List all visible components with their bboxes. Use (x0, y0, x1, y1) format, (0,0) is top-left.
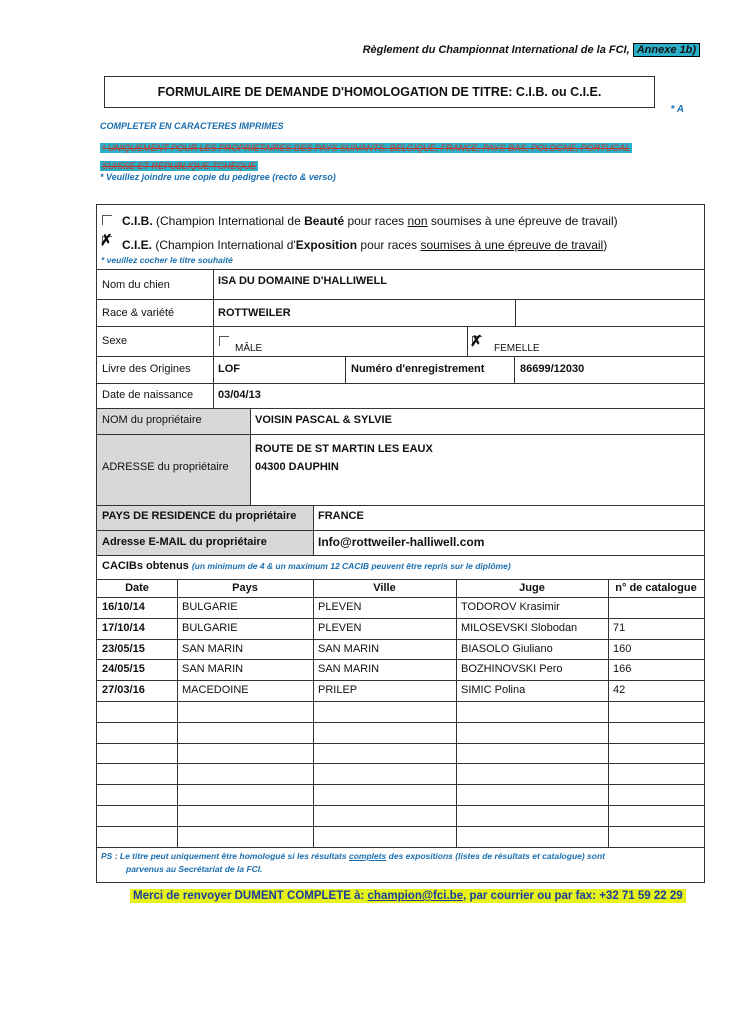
fci-email-link[interactable]: champion@fci.be (367, 890, 464, 902)
cacib-header-2: Ville (373, 582, 396, 594)
dog-name-value[interactable]: ISA DU DOMAINE D'HALLIWELL (218, 275, 388, 287)
cacib-cell[interactable]: MILOSEVSKI Slobodan (461, 621, 578, 634)
owner-name-label: NOM du propriétaire (102, 414, 202, 426)
annex-label: Annexe 1b) (633, 43, 700, 57)
application-form (96, 204, 705, 883)
cacib-cell[interactable]: 166 (613, 663, 632, 676)
residence-country-value[interactable]: FRANCE (318, 510, 364, 522)
female-label: FEMELLE (494, 343, 540, 354)
cacib-cell[interactable]: SIMIC Polina (461, 684, 526, 697)
registration-number-value[interactable]: 86699/12030 (520, 363, 585, 375)
female-check-mark: ✗ (470, 333, 483, 350)
cacib-cell[interactable]: 16/10/14 (102, 601, 145, 613)
cacib-cell[interactable]: BULGARIE (182, 621, 238, 634)
cacib-cell[interactable]: SAN MARIN (182, 663, 244, 676)
cacib-cell[interactable]: TODOROV Krasimir (461, 601, 560, 613)
cacib-cell[interactable]: 160 (613, 642, 632, 655)
instruction-print: COMPLETER EN CARACTERES IMPRIMES (100, 121, 284, 131)
registration-number-label: Numéro d'enregistrement (351, 363, 485, 375)
cib-option: C.I.B. (Champion International de Beauté pour races non soumises à une épreuve de travail) (122, 214, 618, 228)
cacib-cell[interactable]: 71 (613, 621, 626, 634)
title-note: * veuillez cocher le titre souhaité (101, 255, 233, 265)
studbook-value[interactable]: LOF (218, 363, 240, 375)
cacib-cell[interactable]: 23/05/15 (102, 642, 145, 655)
cacib-header-0: Date (125, 582, 149, 594)
form-title: FORMULAIRE DE DEMANDE D'HOMOLOGATION DE TITRE: C.I.B. ou C.I.E. (104, 76, 655, 108)
cacib-cell[interactable]: SAN MARIN (318, 663, 380, 676)
cacib-cell[interactable]: PLEVEN (318, 601, 362, 613)
cacib-heading (102, 560, 511, 572)
cacib-cell[interactable]: 27/03/16 (102, 684, 145, 697)
cacib-header-4: n° de catalogue (615, 582, 697, 594)
cacib-cell[interactable]: BIASOLO Giuliano (461, 642, 553, 655)
owner-address-label: ADRESSE du propriétaire (102, 461, 229, 473)
cacib-cell[interactable]: SAN MARIN (182, 642, 244, 655)
owner-email-value[interactable]: Info@rottweiler-halliwell.com (318, 535, 485, 549)
male-label: MÂLE (235, 343, 263, 354)
cacib-cell[interactable]: 17/10/14 (102, 621, 145, 634)
cacib-cell[interactable]: PLEVEN (318, 621, 362, 634)
male-checkbox[interactable] (219, 336, 229, 346)
cacib-note: (un minimum de 4 & un maximum 12 CACIB peuvent être repris sur le diplôme) (191, 561, 511, 571)
breed-value[interactable]: ROTTWEILER (218, 307, 291, 319)
cacib-cell[interactable]: BULGARIE (182, 601, 238, 613)
cacib-cell[interactable]: PRILEP (318, 684, 358, 697)
cacib-header-3: Juge (519, 582, 545, 594)
cacib-label: CACIBs obtenus (102, 560, 189, 572)
breed-label: Race & variété (102, 307, 175, 319)
owner-email-label: Adresse E-MAIL du propriétaire (102, 536, 267, 548)
studbook-label: Livre des Origines (102, 363, 191, 375)
ps-note: PS : Le titre peut uniquement être homologué si les résultats complets des expositions (listes de résultats et catalogue) sont parvenus au Secrétariat de la FCI. (101, 851, 605, 874)
cie-option: C.I.E. (Champion International d'Exposition pour races soumises à une épreuve de travail) (122, 238, 608, 252)
birth-date-label: Date de naissance (102, 389, 194, 401)
birth-date-value[interactable]: 03/04/13 (218, 389, 261, 401)
cacib-cell[interactable]: MACEDOINE (182, 684, 249, 697)
countries-line-1: * UNIQUEMENT POUR LES PROPRIETAIRES DES PAYS SUIVANTS: BELGIQUE, FRANCE, PAYS-BAS, POLOGNE, PORTUGAL (102, 143, 631, 153)
instruction-countries (100, 138, 702, 174)
countries-line-2: SUISSE ET REPUBLIQUE TCHEQUE (102, 161, 257, 171)
star-a-mark: * A (670, 104, 684, 115)
return-instructions: Merci de renvoyer DUMENT COMPLETE à: champion@fci.be, par courrier ou par fax: +32 71 59 22 29 (130, 889, 686, 903)
regulation-text: Règlement du Championnat International de la FCI, (362, 44, 630, 56)
cie-check-mark: ✗ (100, 232, 113, 249)
cacib-header-1: Pays (232, 582, 258, 594)
dog-name-label: Nom du chien (102, 279, 170, 291)
owner-address-line-2[interactable]: 04300 DAUPHIN (255, 461, 339, 473)
cacib-cell[interactable]: 42 (613, 684, 626, 697)
owner-address-line-1[interactable]: ROUTE DE ST MARTIN LES EAUX (255, 443, 433, 455)
instruction-pedigree: * Veuillez joindre une copie du pedigree (recto & verso) (100, 172, 336, 182)
residence-country-label: PAYS DE RESIDENCE du propriétaire (102, 510, 297, 522)
owner-name-value[interactable]: VOISIN PASCAL & SYLVIE (255, 414, 392, 426)
cib-checkbox[interactable] (102, 215, 112, 225)
sex-label: Sexe (102, 335, 128, 347)
regulation-reference (363, 44, 700, 56)
cacib-cell[interactable]: BOZHINOVSKI Pero (461, 663, 563, 676)
cacib-cell[interactable]: 24/05/15 (102, 663, 145, 676)
cacib-cell[interactable]: SAN MARIN (318, 642, 380, 655)
